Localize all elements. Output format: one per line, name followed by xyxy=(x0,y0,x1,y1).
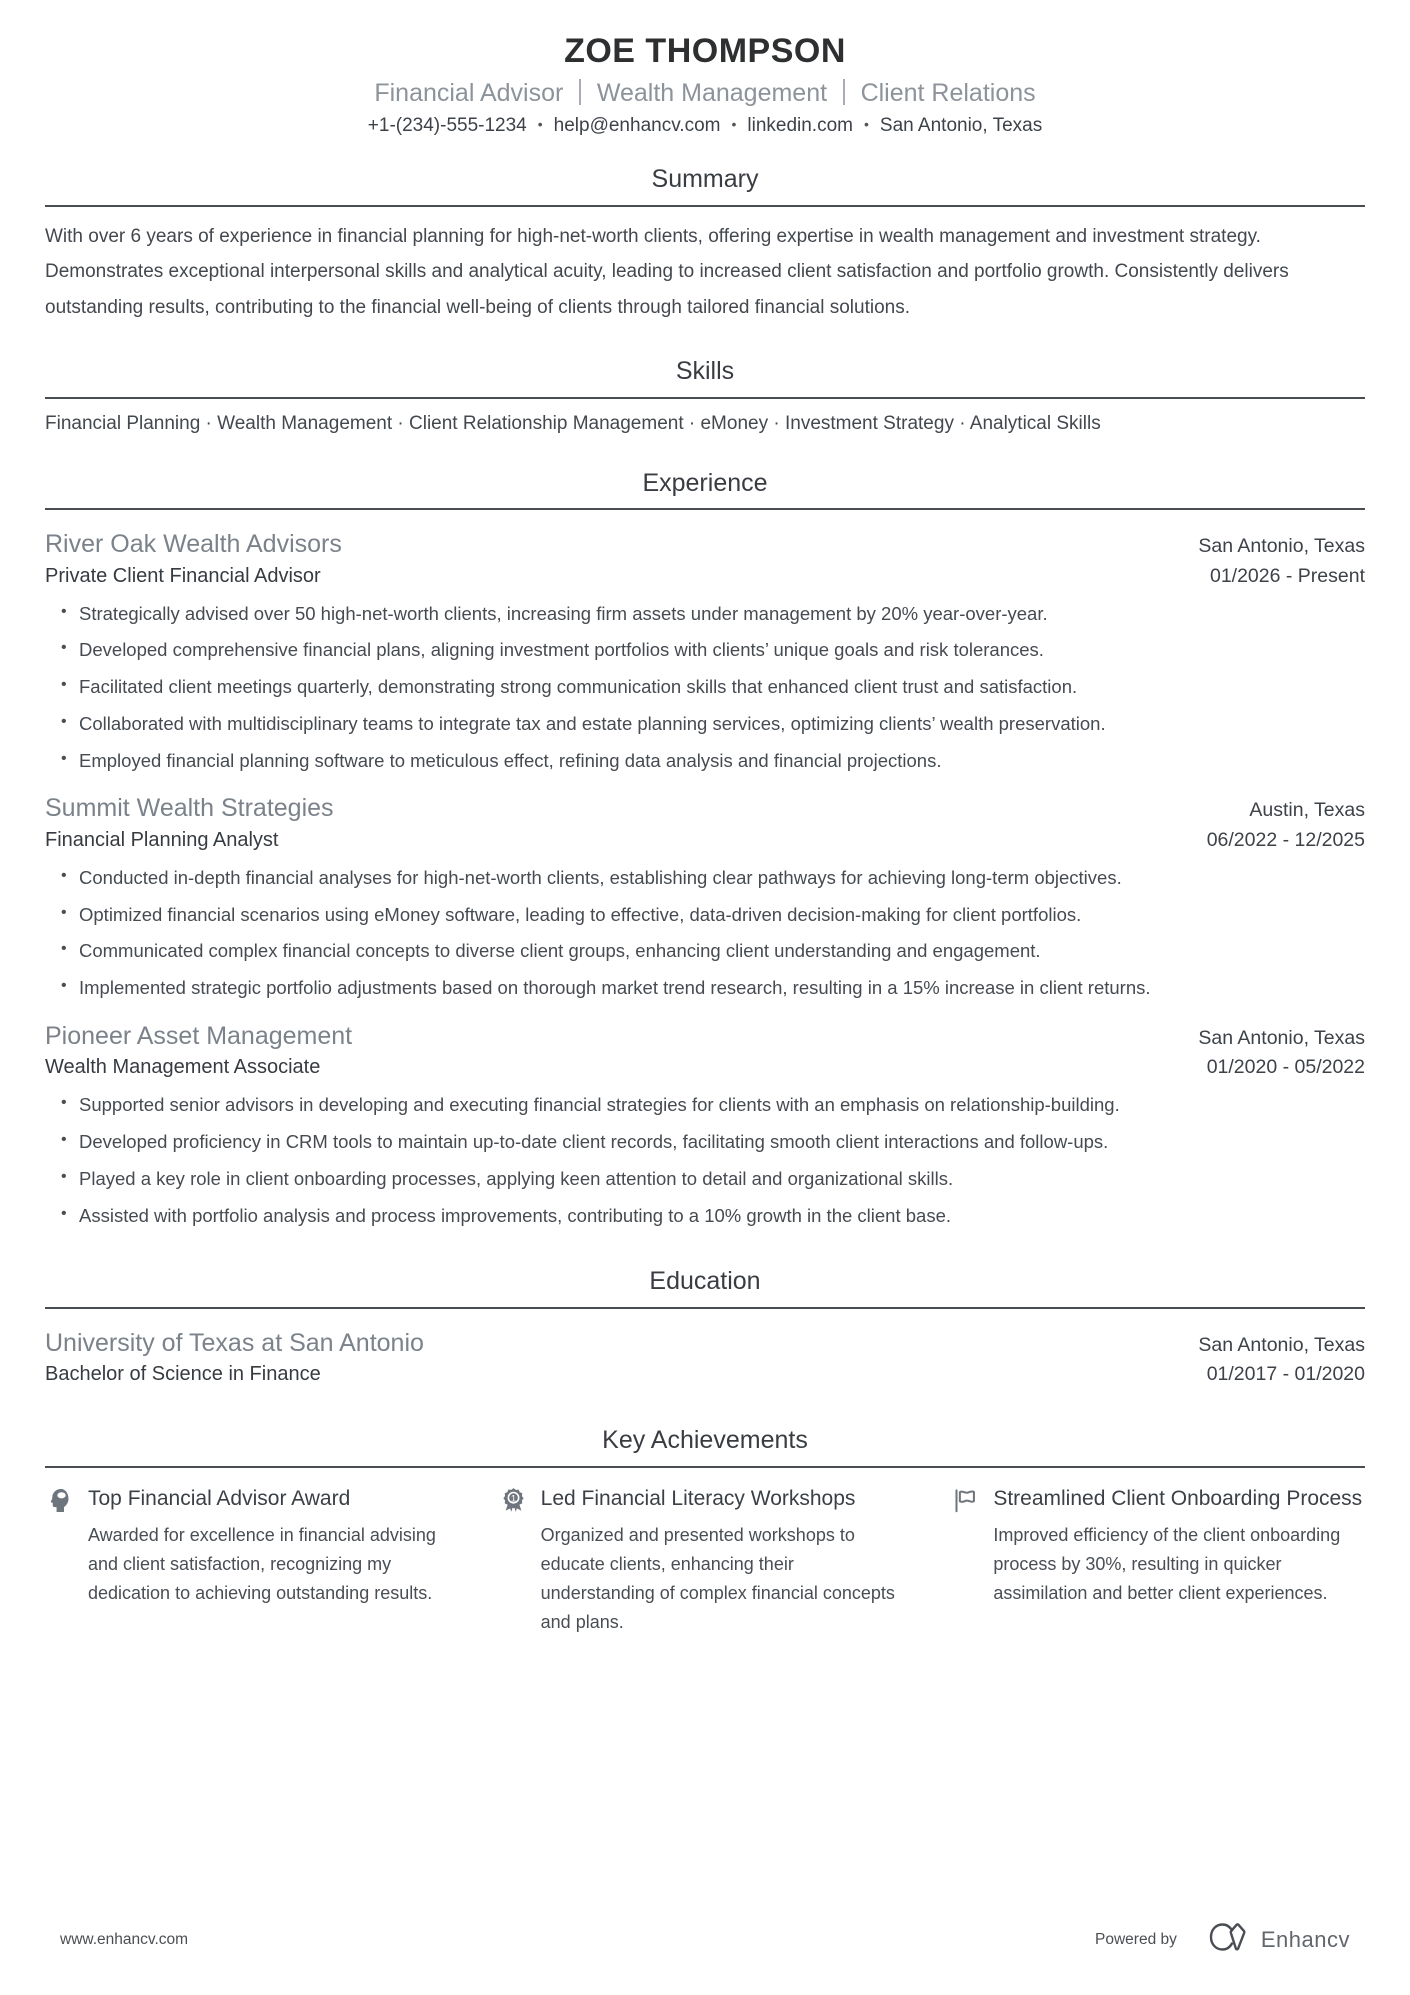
job-entry xyxy=(45,528,1365,774)
achievements-section xyxy=(45,1424,1365,1636)
experience-heading: Experience xyxy=(642,468,768,497)
section-divider xyxy=(45,205,1365,207)
job-location: Austin, Texas xyxy=(1249,799,1365,822)
medal-icon xyxy=(500,1487,527,1514)
achievement-title: Streamlined Client Onboarding Process xyxy=(993,1486,1363,1510)
education-dates: 01/2017 - 01/2020 xyxy=(1206,1363,1365,1386)
candidate-name: ZOE THOMPSON xyxy=(564,32,846,70)
degree-name: Bachelor of Science in Finance xyxy=(45,1363,321,1386)
job-dates: 06/2022 - 12/2025 xyxy=(1206,828,1365,851)
job-bullet: • Facilitated client meetings quarterly, demonstrating strong communication skills that enhanced client trust and satisfaction. xyxy=(69,673,1365,701)
achievements-heading: Key Achievements xyxy=(602,1426,808,1455)
phone-number: +1-(234)-555-1234 xyxy=(367,115,527,136)
skills-section xyxy=(45,355,1365,435)
achievement-title: Led Financial Literacy Workshops xyxy=(540,1486,856,1510)
linkedin-link[interactable]: • linkedin.com xyxy=(720,115,853,137)
achievement-title: Top Financial Advisor Award xyxy=(88,1486,351,1510)
achievement-description: Awarded for excellence in financial advising and client satisfaction, recognizing my dedication to achieving outstanding results. xyxy=(88,1525,436,1603)
skills-heading: Skills xyxy=(675,357,735,386)
achievement-item xyxy=(950,1484,1365,1637)
job-role: Private Client Financial Advisor xyxy=(45,564,321,587)
job-dates: 01/2020 - 05/2022 xyxy=(1206,1056,1365,1079)
job-entry xyxy=(45,792,1365,1002)
job-bullet: • Assisted with portfolio analysis and process improvements, contributing to a 10% growth in the client base. xyxy=(69,1202,1365,1230)
job-bullet: • Communicated complex financial concepts to diverse client groups, enhancing client understanding and engagement. xyxy=(69,937,1365,965)
summary-text: With over 6 years of experience in financial planning for high-net-worth clients, offering expertise in wealth management and investment strategy. Demonstrates exceptional interpersonal skills and analytical acuity, leading to increased client satisfaction and portfolio growth. Consistently delivers outstanding results, contributing to the financial well-being of clients through tailored financial solutions. xyxy=(45,225,1289,318)
achievement-description: Improved efficiency of the client onboarding process by 30%, resulting in quicker assimilation and better client experiences. xyxy=(993,1525,1341,1603)
title-part: Financial Advisor xyxy=(374,78,564,107)
footer-website-link[interactable]: www.enhancv.com xyxy=(60,1930,189,1948)
achievement-item xyxy=(498,1484,913,1637)
job-bullet: • Played a key role in client onboarding processes, applying keen attention to detail and organizational skills. xyxy=(69,1165,1365,1193)
experience-section xyxy=(45,467,1365,1230)
candidate-title xyxy=(45,77,1365,110)
education-heading: Education xyxy=(649,1267,761,1296)
enhancv-wordmark: Enhancv xyxy=(1260,1926,1350,1952)
job-bullet: • Collaborated with multidisciplinary teams to integrate tax and estate planning services, optimizing clients’ wealth preservation. xyxy=(69,710,1365,738)
job-bullet: • Supported senior advisors in developing and executing financial strategies for clients with an emphasis on relationship-building. xyxy=(69,1091,1365,1119)
resume-header xyxy=(45,30,1365,137)
achievement-description: Organized and presented workshops to educate clients, enhancing their understanding of complex financial concepts and plans. xyxy=(540,1525,895,1632)
job-bullet: • Employed financial planning software to meticulous effect, refining data analysis and financial projections. xyxy=(69,747,1365,775)
skills-list: Financial Planning · Wealth Management · Client Relationship Management · eMoney · Investment Strategy · Analytical Skills xyxy=(45,412,1101,434)
job-bullet: • Strategically advised over 50 high-net-worth clients, increasing firm assets under management by 20% year-over-year. xyxy=(69,600,1365,628)
summary-heading: Summary xyxy=(651,165,759,193)
company-name: Summit Wealth Strategies xyxy=(45,794,334,823)
job-role: Wealth Management Associate xyxy=(45,1056,321,1079)
education-entry xyxy=(45,1327,1365,1387)
achievement-item xyxy=(45,1484,460,1637)
powered-by-label: Powered by xyxy=(1095,1930,1177,1948)
summary-section xyxy=(45,163,1365,325)
education-section xyxy=(45,1265,1365,1386)
job-bullet: • Developed proficiency in CRM tools to maintain up-to-date client records, facilitating smooth client interactions and follow-ups. xyxy=(69,1128,1365,1156)
page-footer xyxy=(0,1922,1410,1957)
section-divider xyxy=(45,508,1365,510)
job-bullets xyxy=(45,600,1365,775)
job-bullet: • Implemented strategic portfolio adjustments based on thorough market trend research, resulting in a 15% increase in client returns. xyxy=(69,974,1365,1002)
company-name: River Oak Wealth Advisors xyxy=(45,530,342,559)
job-bullets xyxy=(45,1091,1365,1229)
location-text: • San Antonio, Texas xyxy=(853,115,1042,137)
company-name: Pioneer Asset Management xyxy=(45,1021,353,1050)
title-part: Wealth Management xyxy=(563,77,827,110)
job-role: Financial Planning Analyst xyxy=(45,828,279,851)
contact-line xyxy=(45,115,1365,137)
section-divider xyxy=(45,397,1365,399)
job-entry xyxy=(45,1020,1365,1230)
job-dates: 01/2026 - Present xyxy=(1209,564,1365,587)
job-location: San Antonio, Texas xyxy=(1198,535,1365,558)
section-divider xyxy=(45,1307,1365,1309)
enhancv-logo-icon xyxy=(1203,1922,1251,1957)
job-bullets xyxy=(45,864,1365,1002)
section-divider xyxy=(45,1466,1365,1468)
svg-text:1: 1 xyxy=(510,1493,516,1505)
email-address[interactable]: • help@enhancv.com xyxy=(527,115,721,137)
job-bullet: • Conducted in-depth financial analyses for high-net-worth clients, establishing clear pathways for achieving long-term objectives. xyxy=(69,864,1365,892)
job-bullet: • Optimized financial scenarios using eMoney software, leading to effective, data-driven decision-making for client portfolios. xyxy=(69,901,1365,929)
school-location: San Antonio, Texas xyxy=(1198,1333,1365,1356)
school-name: University of Texas at San Antonio xyxy=(45,1328,424,1357)
mind-icon xyxy=(47,1487,74,1514)
job-bullet: • Developed comprehensive financial plans, aligning investment portfolios with clients’ unique goals and risk tolerances. xyxy=(69,636,1365,664)
title-part: Client Relations xyxy=(827,77,1036,110)
flag-icon xyxy=(952,1487,979,1514)
job-location: San Antonio, Texas xyxy=(1198,1026,1365,1049)
